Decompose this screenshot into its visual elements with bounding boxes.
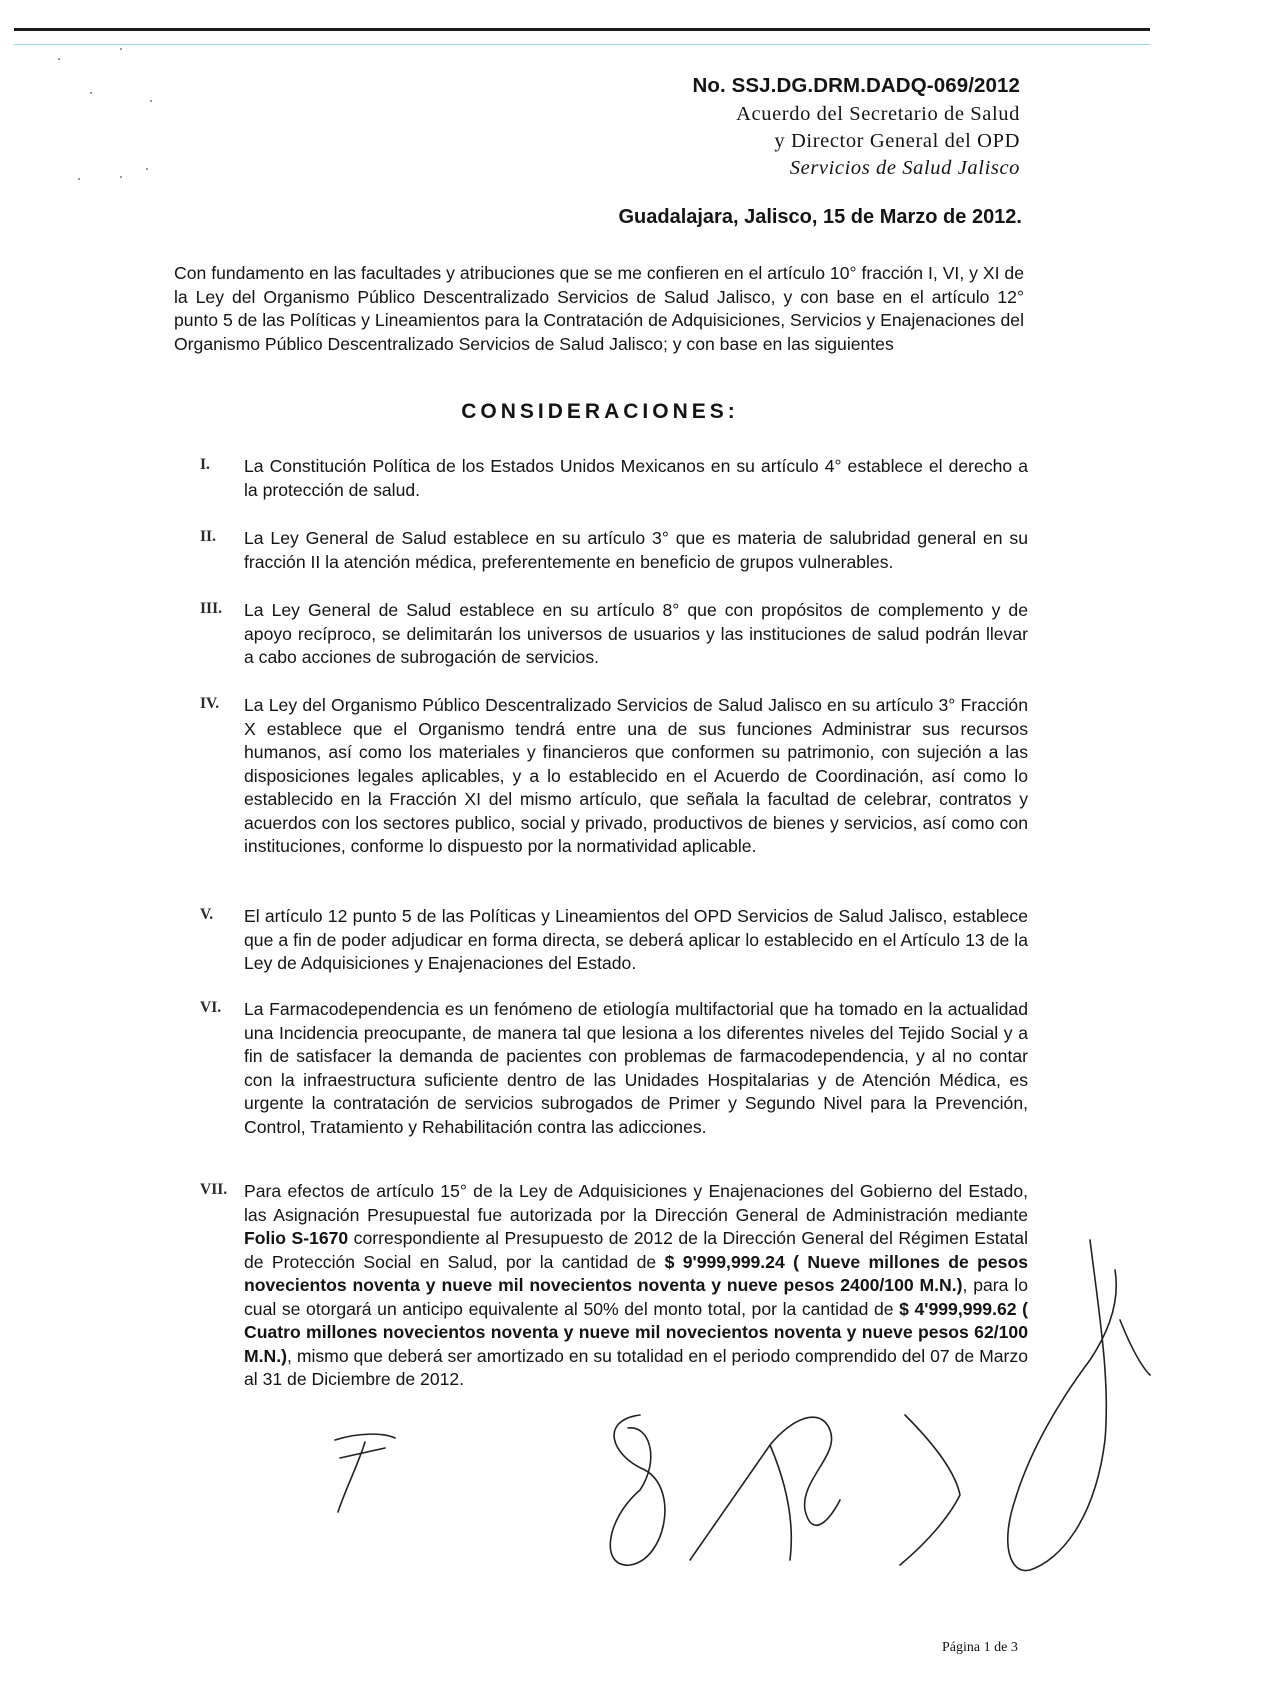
initials-signature-center-1 <box>610 1415 665 1565</box>
consideration-item <box>200 1180 1028 1392</box>
total-amount: $ 9'999,999.24 ( Nueve millones de pesos novecientos noventa y nueve mil novecientos noventa y nueve pesos 2400/100 M.N.) <box>244 1251 1028 1295</box>
consideration-item <box>200 905 1028 976</box>
scan-speck <box>120 176 122 178</box>
header-line-2: y Director General del OPD <box>774 130 1020 152</box>
item-numeral: IV. <box>200 695 220 712</box>
scan-speck <box>146 168 148 170</box>
item7-text-part2: correspondiente al Presupuesto de 2012 de la Dirección General del Régimen Estatal de Protección Social en Salud, por la cantidad de <box>244 1228 1029 1272</box>
item-numeral: I. <box>200 456 210 473</box>
item7-text-part1: Para efectos de artículo 15° de la Ley de Adquisiciones y Enajenaciones del Gobierno del Estado, las Asignación Presupuestal fue autorizada por la Dirección General de Administración mediante <box>244 1181 1028 1225</box>
section-heading: CONSIDERACIONES: <box>461 400 739 423</box>
consideration-item <box>200 455 1028 502</box>
item-text: La Constitución Política de los Estados Unidos Mexicanos en su artículo 4° establece el derecho a la protección de salud. <box>244 456 1028 500</box>
top-border-line <box>14 28 1150 31</box>
page-number: Página 1 de 3 <box>942 1640 1018 1655</box>
header-line-1: Acuerdo del Secretario de Salud <box>736 103 1020 125</box>
consideration-item <box>200 998 1028 1139</box>
item-numeral: VII. <box>200 1181 228 1198</box>
initials-signature-right <box>900 1415 960 1565</box>
document-header <box>693 74 1020 182</box>
scan-speck <box>90 92 92 94</box>
item-numeral: III. <box>200 600 222 617</box>
item7-text-part3: , para lo cual se otorgará un anticipo equivalente al 50% del monto total, por la cantidad de <box>244 1275 1028 1319</box>
initials-signature-center-2 <box>690 1417 840 1560</box>
item-text: La Ley General de Salud establece en su artículo 3° que es materia de salubridad general en su fracción II la atención médica, preferentemente en beneficio de grupos vulnerables. <box>244 528 1028 572</box>
item-text: El artículo 12 punto 5 de las Políticas y Lineamientos del OPD Servicios de Salud Jalisco, establece que a fin de poder adjudicar en forma directa, se deberá aplicar lo establecido en el Artículo 13 de la Ley de Adquisiciones y Enajenaciones del Estado. <box>244 906 1028 973</box>
consideration-item <box>200 527 1028 574</box>
top-border-line-secondary <box>14 44 1150 45</box>
item-numeral: II. <box>200 528 216 545</box>
initials-signature-left <box>335 1434 395 1512</box>
item7-text-part4: , mismo que deberá ser amortizado en su totalidad en el periodo comprendido del 07 de Marzo al 31 de Diciembre de 2012. <box>244 1345 1028 1389</box>
consideration-item <box>200 694 1028 859</box>
item-numeral: V. <box>200 906 214 923</box>
scan-speck <box>120 48 122 50</box>
document-number: No. SSJ.DG.DRM.DADQ-069/2012 <box>692 74 1020 97</box>
item-text: La Farmacodependencia es un fenómeno de etiología multifactorial que ha tomado en la actualidad una Incidencia preocupante, de manera tal que lesiona a los diferentes niveles del Tejido Social y a fin de satisfacer la demanda de pacientes con problemas de farmacodependencia, y al no contar con la infraestructura suficiente dentro de las Unidades Hospitalarias y de Atención Médica, es urgente la contratación de servicios subrogados de Primer y Segundo Nivel para la Prevención, Control, Tratamiento y Rehabilitación contra las adicciones. <box>244 999 1028 1137</box>
scan-speck <box>78 178 80 180</box>
scan-speck <box>58 58 60 60</box>
item-text <box>244 1180 1028 1392</box>
item-numeral: VI. <box>200 999 222 1016</box>
item-text: La Ley del Organismo Público Descentralizado Servicios de Salud Jalisco en su artículo 3° Fracción X establece que el Organismo tendrá entre una de sus funciones Administrar sus recursos humanos, así como los materiales y financieros que conformen su patrimonio, con sujeción a las disposiciones legales aplicables, y a lo establecido en el Acuerdo de Coordinación, así como lo establecido en la Fracción XI del mismo artículo, que señala la facultad de celebrar, contratos y acuerdos con los sectores publico, social y privado, productivos de bienes y servicios, así como con instituciones, conforme lo dispuesto por la normatividad aplicable. <box>244 695 1028 856</box>
folio-number: Folio S-1670 <box>244 1228 349 1248</box>
intro-paragraph: Con fundamento en las facultades y atribuciones que se me confieren en el artículo 10° fracción I, VI, y XI de la Ley del Organismo Público Descentralizado Servicios de Salud Jalisco, y con base en el artículo 12° punto 5 de las Políticas y Lineamientos para la Contratación de Adquisiciones, Servicios y Enajenaciones del Organismo Público Descentralizado Servicios de Salud Jalisco; y con base en las siguientes <box>174 263 1024 354</box>
scan-speck <box>150 100 152 102</box>
advance-amount: $ 4'999,999.62 ( Cuatro millones novecientos noventa y nueve mil novecientos noventa y nueve pesos 62/100 M.N.) <box>244 1298 1028 1366</box>
consideration-item <box>200 599 1028 670</box>
place-and-date: Guadalajara, Jalisco, 15 de Marzo de 2012. <box>618 206 1022 228</box>
long-signature-right <box>1008 1240 1150 1571</box>
header-line-3: Servicios de Salud Jalisco <box>789 157 1020 179</box>
item-text: La Ley General de Salud establece en su artículo 8° que con propósitos de complemento y de apoyo recíproco, se delimitarán los universos de usuarios y las instituciones de salud podrán llevar a cabo acciones de subrogación de servicios. <box>244 600 1028 667</box>
